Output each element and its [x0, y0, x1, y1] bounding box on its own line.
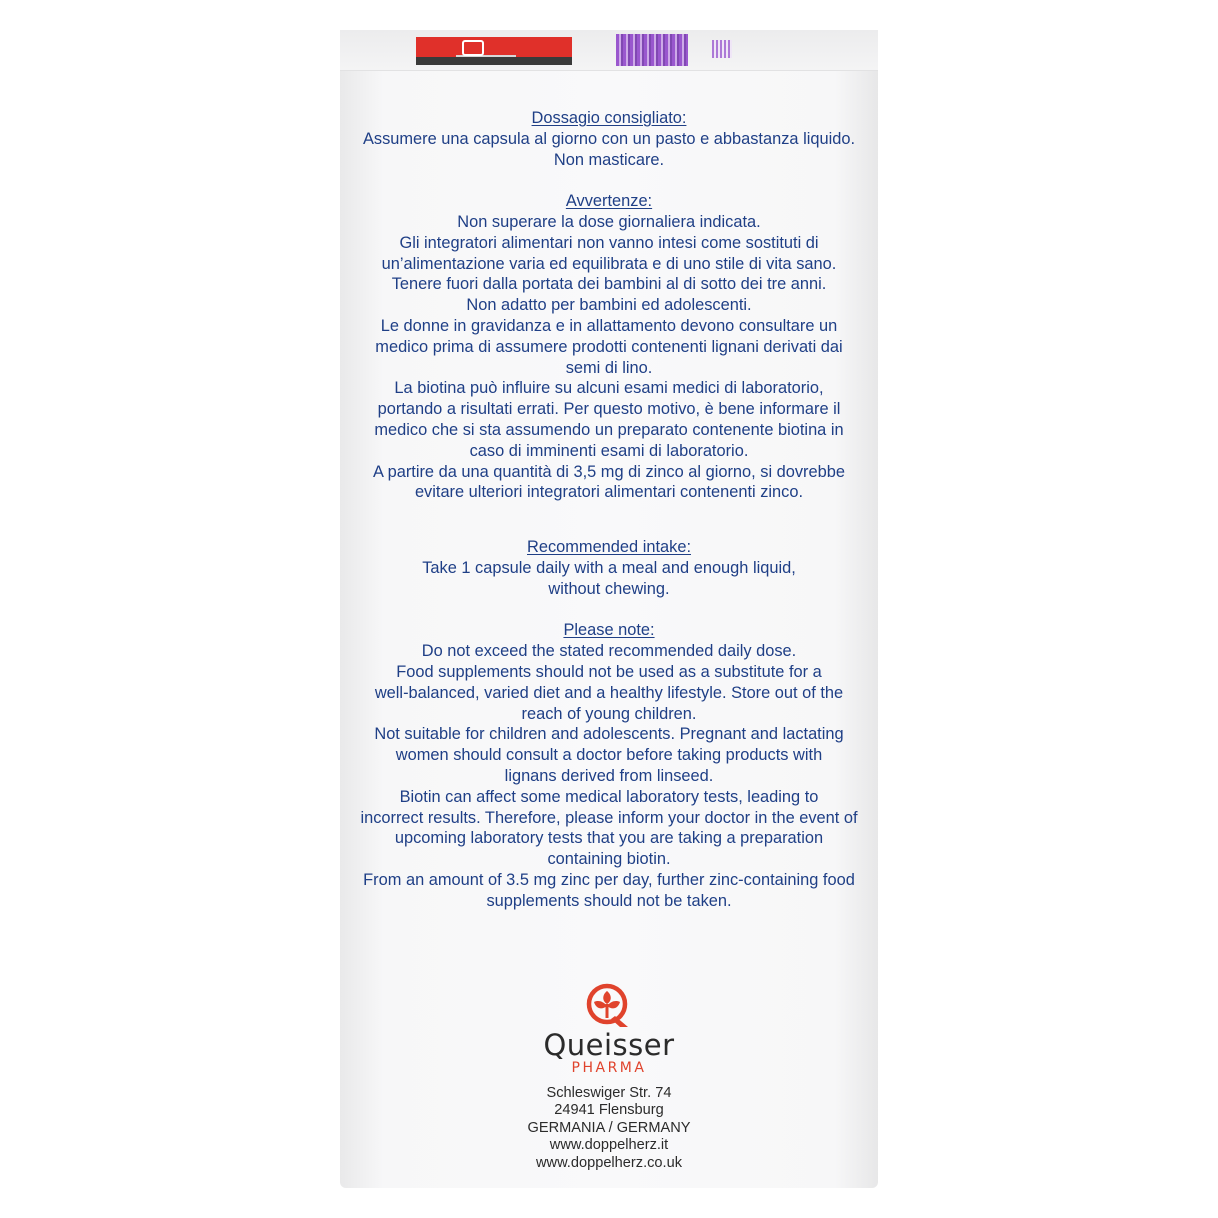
it-dosage-heading: Dossagio consigliato: — [531, 109, 687, 127]
it-warning-line: portando a risultati errati. Per questo motivo, è bene informare il — [377, 400, 841, 419]
it-warning-line: medico prima di assumere prodotti contenenti lignani derivati dai — [375, 337, 843, 356]
it-warning-line: Non adatto per bambini ed adolescenti. — [466, 296, 752, 315]
flap-purple-packaging-graphic — [616, 34, 688, 66]
box-top-flap — [340, 30, 878, 71]
it-warning-line: evitare ulteriori integratori alimentari contenenti zinco. — [414, 483, 804, 502]
website-link-it: www.doppelherz.it — [549, 1137, 669, 1154]
en-note-line: reach of young children. — [521, 704, 697, 723]
en-note-line: women should consult a doctor before taking products with — [395, 746, 823, 765]
en-intake-line: Take 1 capsule daily with a meal and enough liquid, — [422, 558, 796, 577]
website-link-uk: www.doppelherz.co.uk — [535, 1154, 682, 1171]
en-note-line: Food supplements should not be used as a substitute for a — [396, 662, 822, 681]
flap-red-packaging-graphic — [416, 37, 572, 65]
en-intake-heading: Recommended intake: — [527, 538, 691, 557]
en-note-line: lignans derived from linseed. — [504, 766, 714, 785]
en-note-line: Do not exceed the stated recommended daily dose. — [421, 642, 797, 661]
flap-purple-small-graphic — [712, 40, 732, 58]
address-line: 24941 Flensburg — [554, 1102, 664, 1119]
it-warning-line: La biotina può influire su alcuni esami medici di laboratorio, — [394, 379, 824, 398]
en-note-line: upcoming laboratory tests that you are taking a preparation — [394, 829, 824, 848]
it-warning-line: caso di imminenti esami di laboratorio. — [469, 441, 749, 460]
it-warnings-heading: Avvertenze: — [565, 192, 653, 211]
it-warning-line: medico che si sta assumendo un preparato contenente biotina in — [374, 420, 844, 439]
it-warning-line: Non superare la dose giornaliera indicata. — [457, 212, 761, 231]
manufacturer-address — [340, 1085, 878, 1172]
it-dosage-line: Non masticare. — [553, 150, 665, 169]
brand-subtitle: PHARMA — [571, 1060, 647, 1076]
address-line: Schleswiger Str. 74 — [546, 1085, 672, 1101]
en-note-line: incorrect results. Therefore, please inform your doctor in the event of — [360, 808, 858, 827]
brand-name: Queisser — [543, 1028, 675, 1062]
brand-logo — [340, 982, 878, 1076]
en-intake-line: without chewing. — [548, 579, 670, 598]
it-dosage-line: Assumere una capsula al giorno con un pasto e abbastanza liquido. — [362, 129, 856, 148]
product-box-back — [340, 30, 878, 1188]
en-note-line: supplements should not be taken. — [486, 891, 732, 910]
en-note-line: Not suitable for children and adolescents. Pregnant and lactating — [374, 725, 844, 744]
it-warning-line: Gli integratori alimentari non vanno intesi come sostituti di — [399, 233, 819, 252]
address-line: GERMANIA / GERMANY — [527, 1119, 691, 1136]
en-note-line: Biotin can affect some medical laboratory tests, leading to — [399, 787, 819, 806]
it-warning-line: semi di lino. — [565, 358, 653, 377]
queisser-leaf-logo-icon — [582, 982, 636, 1028]
flap-logo-mark-icon — [462, 40, 484, 56]
label-text — [340, 108, 878, 911]
en-note-line: containing biotin. — [547, 850, 671, 869]
it-warning-line: un’alimentazione varia ed equilibrata e di uno stile di vita sano. — [381, 254, 837, 273]
it-warning-line: A partire da una quantità di 3,5 mg di zinco al giorno, si dovrebbe — [373, 462, 845, 481]
en-note-heading: Please note: — [563, 621, 655, 640]
en-note-line: From an amount of 3.5 mg zinc per day, further zinc-containing food — [363, 870, 855, 889]
en-note-line: well-balanced, varied diet and a healthy lifestyle. Store out of the — [374, 683, 844, 702]
it-warning-line: Tenere fuori dalla portata dei bambini al di sotto dei tre anni. — [391, 275, 827, 294]
it-warning-line: Le donne in gravidanza e in allattamento devono consultare un — [380, 316, 838, 335]
